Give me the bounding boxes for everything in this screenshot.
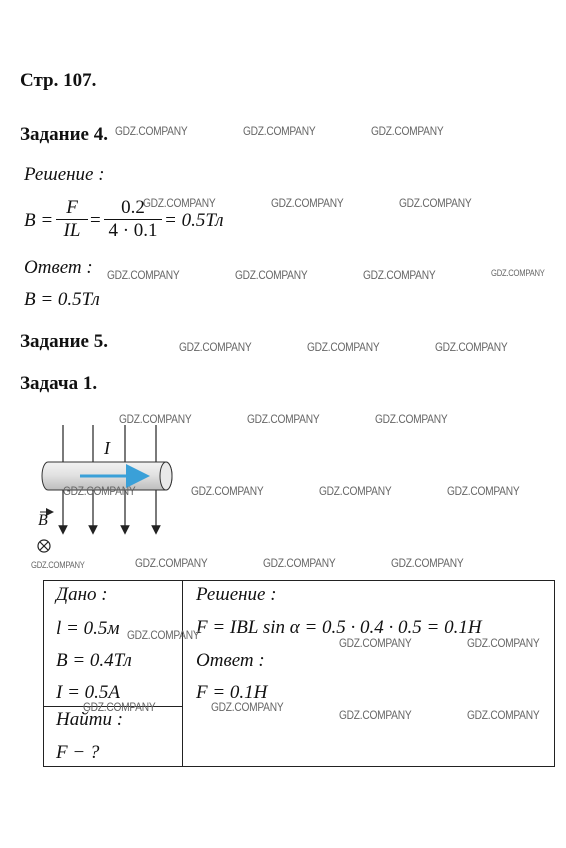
task4-fraction-1 bbox=[56, 197, 88, 242]
watermark: GDZ.COMPANY bbox=[235, 268, 308, 282]
table-solution-formula: F = IBL sin α = 0.5 · 0.4 · 0.5 = 0.1H bbox=[196, 617, 482, 638]
watermark: GDZ.COMPANY bbox=[211, 700, 284, 714]
given-current: I = 0.5A bbox=[56, 682, 121, 703]
fraction-2-denominator: 4 · 0.1 bbox=[108, 220, 158, 241]
given-induction: B = 0.4Тл bbox=[56, 650, 132, 671]
find-label: Найти : bbox=[56, 709, 124, 730]
watermark: GDZ.COMPANY bbox=[307, 340, 380, 354]
fraction-1-denominator: IL bbox=[63, 220, 81, 241]
watermark: GDZ.COMPANY bbox=[247, 412, 320, 426]
watermark: GDZ.COMPANY bbox=[391, 556, 464, 570]
table-answer-label: Ответ : bbox=[196, 650, 265, 671]
watermark: GDZ.COMPANY bbox=[143, 196, 216, 210]
watermark: GDZ.COMPANY bbox=[375, 412, 448, 426]
field-label: B bbox=[38, 512, 48, 529]
task4-formula-rhs: = 0.5Тл bbox=[164, 210, 224, 231]
watermark: GDZ.COMPANY bbox=[63, 484, 136, 498]
watermark: GDZ.COMPANY bbox=[107, 268, 180, 282]
given-length: l = 0.5м bbox=[56, 618, 120, 639]
watermark: GDZ.COMPANY bbox=[271, 196, 344, 210]
watermark: GDZ.COMPANY bbox=[371, 124, 444, 138]
task4-equals: = bbox=[90, 210, 101, 231]
watermark: GDZ.COMPANY bbox=[179, 340, 252, 354]
task4-formula-lhs: B = bbox=[24, 210, 54, 231]
watermark: GDZ.COMPANY bbox=[467, 708, 540, 722]
fraction-1-numerator: F bbox=[66, 197, 78, 218]
watermark: GDZ.COMPANY bbox=[319, 484, 392, 498]
task4-answer-label: Ответ : bbox=[24, 257, 93, 278]
watermark: GDZ.COMPANY bbox=[31, 560, 85, 570]
task5-title: Задание 5. bbox=[20, 331, 108, 352]
page-label: Стр. 107. bbox=[20, 70, 97, 91]
watermark: GDZ.COMPANY bbox=[243, 124, 316, 138]
task4-answer: B = 0.5Тл bbox=[24, 289, 100, 310]
watermark: GDZ.COMPANY bbox=[135, 556, 208, 570]
task4-title: Задание 4. bbox=[20, 124, 108, 145]
watermark: GDZ.COMPANY bbox=[115, 124, 188, 138]
problem1-title: Задача 1. bbox=[20, 373, 98, 394]
find-item: F − ? bbox=[56, 742, 100, 763]
watermark: GDZ.COMPANY bbox=[263, 556, 336, 570]
watermark: GDZ.COMPANY bbox=[127, 628, 200, 642]
watermark: GDZ.COMPANY bbox=[339, 636, 412, 650]
watermark: GDZ.COMPANY bbox=[399, 196, 472, 210]
table-divider-vertical bbox=[182, 580, 183, 767]
watermark: GDZ.COMPANY bbox=[467, 636, 540, 650]
watermark: GDZ.COMPANY bbox=[83, 700, 156, 714]
watermark: GDZ.COMPANY bbox=[119, 412, 192, 426]
current-label: I bbox=[104, 438, 110, 458]
watermark: GDZ.COMPANY bbox=[435, 340, 508, 354]
table-answer: F = 0.1H bbox=[196, 682, 268, 703]
watermark: GDZ.COMPANY bbox=[191, 484, 264, 498]
watermark: GDZ.COMPANY bbox=[447, 484, 520, 498]
watermark: GDZ.COMPANY bbox=[491, 268, 545, 278]
task4-solution-label: Решение : bbox=[24, 164, 105, 185]
watermark: GDZ.COMPANY bbox=[363, 268, 436, 282]
given-table bbox=[43, 580, 555, 767]
fraction-2-numerator: 0.2 bbox=[121, 197, 145, 218]
given-label: Дано : bbox=[56, 584, 108, 605]
watermark: GDZ.COMPANY bbox=[339, 708, 412, 722]
table-solution-label: Решение : bbox=[196, 584, 277, 605]
